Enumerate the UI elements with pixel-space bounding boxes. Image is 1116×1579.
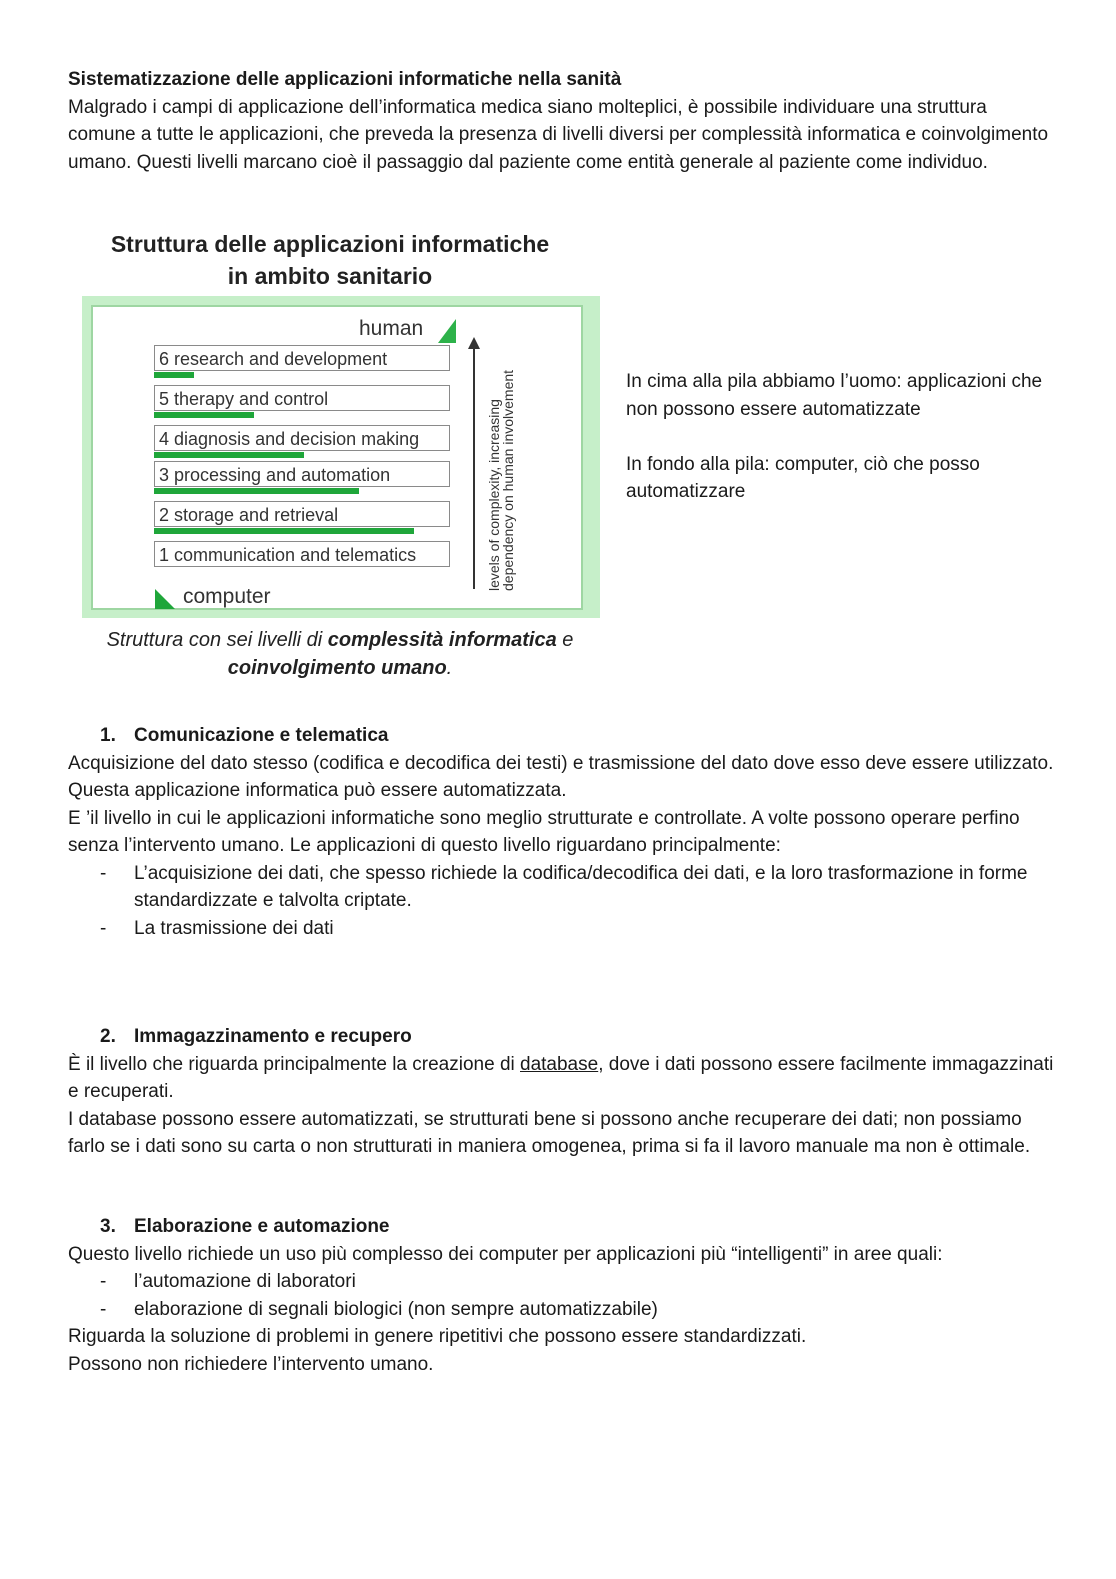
figure-caption <box>80 626 600 682</box>
side-note-bottom: In fondo alla pila: computer, ciò che posso automatizzare <box>626 453 980 502</box>
list-item-text: l’automazione di laboratori <box>134 1271 356 1292</box>
section-title: Elaborazione e automazione <box>134 1216 390 1237</box>
text-run: , dove i dati possono essere facilmente immagazzinati e recuperati. <box>68 1053 1054 1102</box>
section-number: 2. <box>100 1026 116 1047</box>
caption-end: . <box>446 657 453 679</box>
bullet-dash: - <box>100 917 107 939</box>
section-paragraph: E ’il livello in cui le applicazioni informatiche sono meglio strutturate e controllate. A volte possono operare perfino senza l’intervento umano. Le applicazioni di questo livello riguardano principalmente: <box>68 807 1020 856</box>
level-3: 3 processing and automation <box>154 461 450 487</box>
level-2: 2 storage and retrieval <box>154 501 450 527</box>
level-4-bar <box>154 452 304 458</box>
figure-title-line1: Struttura delle applicazioni informatiche <box>110 231 550 257</box>
level-2-bar <box>154 528 414 534</box>
bullet-dash: - <box>100 1271 107 1292</box>
section-number: 3. <box>100 1216 116 1237</box>
axis-label-line1: levels of complexity, increasing <box>486 399 502 591</box>
list-item-text: La trasmissione dei dati <box>134 917 334 939</box>
bullet-dash: - <box>100 1298 107 1320</box>
computer-label: computer <box>183 585 271 608</box>
level-3-bar <box>154 488 359 494</box>
list-item <box>68 915 1058 943</box>
list-item <box>68 1268 1058 1296</box>
section-paragraph <box>68 1051 1058 1106</box>
list-item <box>68 860 1058 915</box>
human-triangle-icon <box>438 319 456 343</box>
section-paragraph: Riguarda la soluzione di problemi in genere ripetitivi che possono essere standardizzati. <box>68 1326 807 1347</box>
section-2 <box>68 1023 1058 1161</box>
figure-title-line2: in ambito sanitario <box>227 263 433 289</box>
caption-bold2: coinvolgimento umano <box>227 657 447 679</box>
level-6-bar <box>154 372 194 378</box>
section-3 <box>68 1213 1058 1378</box>
side-note-top: In cima alla pila abbiamo l’uomo: applicazioni che non possono essere automatizzate <box>626 371 1043 420</box>
list-item-text: elaborazione di segnali biologici (non sempre automatizzabile) <box>134 1298 658 1320</box>
diagram-frame <box>91 305 583 610</box>
page-title: Sistematizzazione delle applicazioni informatiche nella sanità <box>68 69 622 90</box>
caption-part1: Struttura con sei livelli di <box>106 629 328 651</box>
human-label: human <box>359 317 424 340</box>
figure-diagram <box>82 296 600 618</box>
side-note <box>626 368 1066 506</box>
section-paragraph: I database possono essere automatizzati, se strutturati bene si possono anche recuperare dei dati; non possiamo farlo se i dati sono su carta o non strutturati in maniera omogenea, prima si fa il lavoro manuale ma non è ottimale. <box>68 1108 1031 1157</box>
caption-bold1: complessità informatica <box>327 629 557 651</box>
computer-triangle-icon <box>155 589 175 609</box>
level-1: 1 communication and telematics <box>154 541 450 567</box>
section-title: Comunicazione e telematica <box>134 725 389 746</box>
section-heading <box>68 1213 1058 1241</box>
list-item <box>68 1296 1058 1324</box>
level-6: 6 research and development <box>154 345 450 371</box>
axis-arrow <box>473 347 475 589</box>
intro-block <box>68 66 1058 176</box>
level-5: 5 therapy and control <box>154 385 450 411</box>
axis-label <box>487 331 515 591</box>
structure-figure <box>80 228 610 688</box>
axis-label-line2: dependency on human involvement <box>500 369 516 591</box>
section-paragraph: Possono non richiedere l’intervento umano. <box>68 1353 434 1375</box>
caption-part2: e <box>556 629 574 651</box>
intro-paragraph: Malgrado i campi di applicazione dell’informatica medica siano molteplici, è possibile individuare una struttura comune a tutte le applicazioni, che preveda la presenza di livelli diversi per complessità informatica e coinvolgimento umano. Questi livelli marcano cioè il passaggio dal paziente come entità generale al paziente come individuo. <box>68 96 1049 173</box>
list-item-text: L’acquisizione dei dati, che spesso richiede la codifica/decodifica dei dati, e la loro trasformazione in forme standardizzate e talvolta criptate. <box>134 862 1028 911</box>
bullet-dash: - <box>100 862 107 884</box>
level-5-bar <box>154 412 254 418</box>
section-paragraph: Questo livello richiede un uso più complesso dei computer per applicazioni più “intelligenti” in aree quali: <box>68 1243 943 1265</box>
figure-title <box>80 228 580 292</box>
section-heading <box>68 1023 1058 1051</box>
section-paragraph: Acquisizione del dato stesso (codifica e decodifica dei testi) e trasmissione del dato dove esso deve essere utilizzato. <box>68 752 1054 774</box>
section-1 <box>68 722 1058 942</box>
level-4: 4 diagnosis and decision making <box>154 425 450 451</box>
database-link[interactable]: database <box>520 1053 599 1075</box>
section-number: 1. <box>100 725 116 746</box>
section-heading <box>68 722 1058 750</box>
text-run: È il livello che riguarda principalmente la creazione di <box>68 1053 521 1075</box>
section-title: Immagazzinamento e recupero <box>134 1026 412 1047</box>
section-paragraph: Questa applicazione informatica può essere automatizzata. <box>68 780 567 801</box>
